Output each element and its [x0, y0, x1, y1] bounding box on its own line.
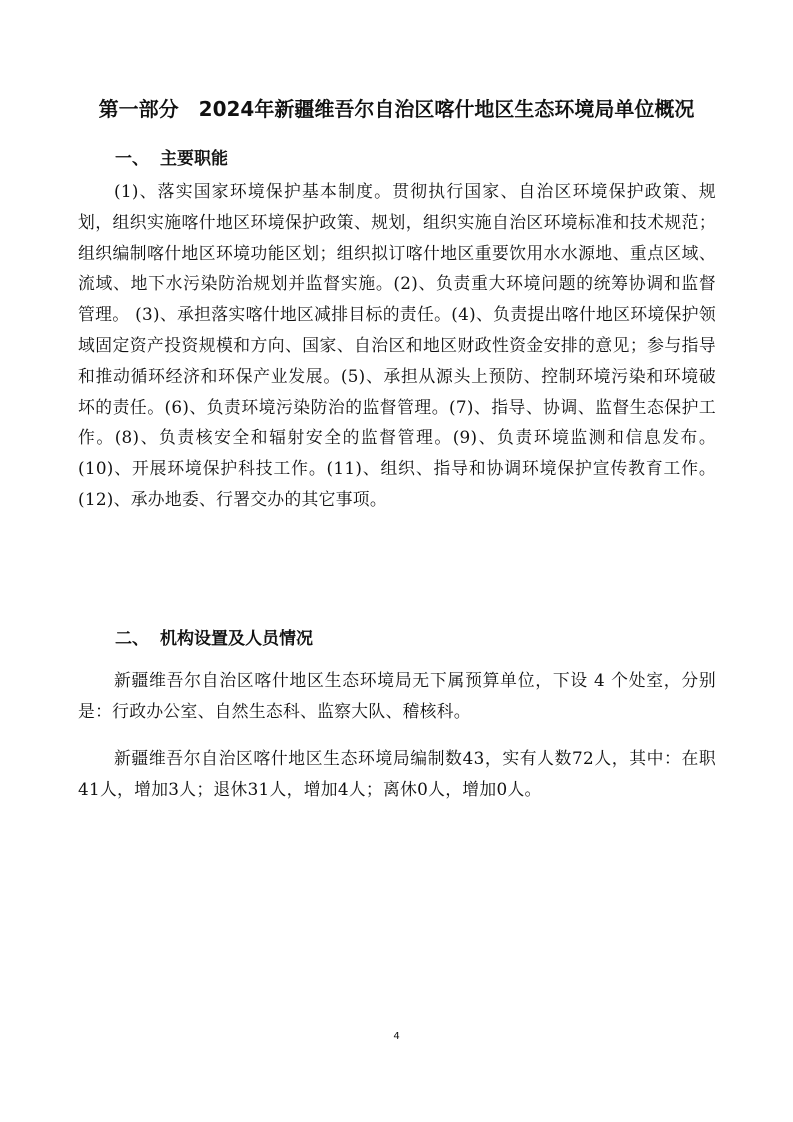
- section-heading-text: 机构设置及人员情况: [160, 629, 313, 649]
- functions-paragraph: (1)、落实国家环境保护基本制度。贯彻执行国家、自治区环境保护政策、规划，组织实施喀什地区环境保护政策、规划，组织实施自治区环境标准和技术规范；组织编制喀什地区环境功能区划；组织拟订喀什地区重要饮用水水源地、重点区域、流域、地下水污染防治规划并监督实施。(2)、负责重大环境问题的统筹协调和监督管理。 (3)、承担落实喀什地区减排目标的责任。(4)、负责提出喀什地区环境保护领域固定资产投资规模和方向、国家、自治区和地区财政性资金安排的意见；参与指导和推动循环经济和环保产业发展。(5)、承担从源头上预防、控制环境污染和环境破坏的责任。(6)、负责环境污染防治的监督管理。(7)、指导、协调、监督生态保护工作。(8)、负责核安全和辐射安全的监督管理。(9)、负责环境监测和信息发布。(10)、开展环境保护科技工作。(11)、组织、指导和协调环境保护宣传教育工作。(12)、承办地委、行署交办的其它事项。: [78, 181, 716, 509]
- section-heading-organization: [115, 627, 313, 651]
- section-number: 二、: [115, 629, 149, 649]
- section-heading-text: 主要职能: [160, 149, 228, 169]
- section-number: 一、: [115, 149, 149, 169]
- staffing-paragraph: 新疆维吾尔自治区喀什地区生态环境局编制数43，实有人数72人，其中：在职41人，增加3人；退休31人，增加4人；离休0人，增加0人。: [78, 748, 716, 799]
- document-title: 第一部分 2024年新疆维吾尔自治区喀什地区生态环境局单位概况: [98, 97, 695, 121]
- organization-paragraph: 新疆维吾尔自治区喀什地区生态环境局无下属预算单位，下设 4 个处室，分别是：行政办公室、自然生态科、监察大队、稽核科。: [78, 670, 716, 721]
- page-number: 4: [393, 1031, 400, 1042]
- section-heading-functions: [115, 147, 228, 171]
